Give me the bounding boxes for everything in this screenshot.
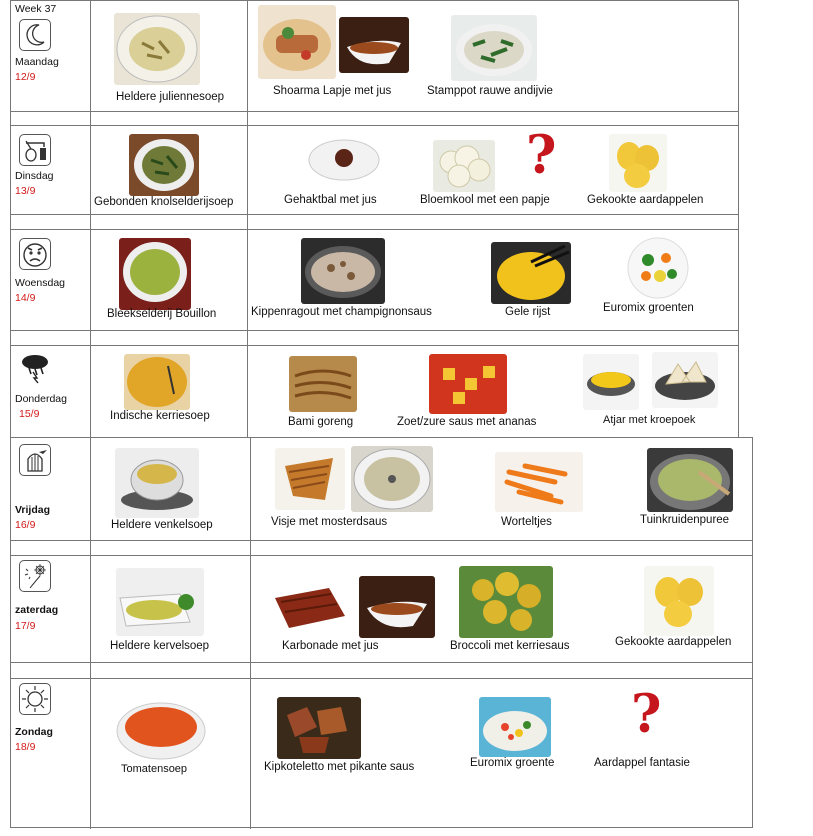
day-name: zaterdag (15, 604, 59, 616)
dish-name: Euromix groenten (603, 302, 694, 314)
dish-name: Aardappel fantasie (594, 757, 690, 769)
dish-name: Broccoli met kerriesaus (450, 640, 570, 652)
day-row-zondag (10, 678, 753, 828)
dish-photo (491, 242, 571, 304)
day-row-dinsdag (10, 125, 739, 230)
whisk-bowl-icon (19, 134, 51, 166)
sauce-photo (351, 446, 433, 512)
dish-photo (459, 566, 553, 638)
dish-name: Karbonade met jus (282, 640, 379, 652)
dish-name: Gekookte aardappelen (587, 194, 704, 206)
dish-photo (275, 448, 345, 510)
soup-name: Gebonden knolselderijsoep (94, 196, 234, 208)
dish-photo (429, 354, 507, 414)
day-date: 16/9 (15, 519, 36, 531)
bird-cage-icon (19, 444, 51, 476)
soup-name: Heldere juliennesoep (116, 91, 225, 103)
dish-photo (495, 452, 583, 512)
dish-photo (609, 134, 667, 192)
soup-photo (124, 354, 190, 410)
day-date: 18/9 (15, 741, 36, 753)
angry-face-icon (19, 238, 51, 270)
dish-photo (301, 238, 385, 304)
gravy-photo (339, 17, 409, 73)
day-date: 14/9 (15, 292, 36, 304)
soup-name: Heldere kervelsoep (110, 640, 210, 652)
dish-photo (269, 580, 349, 636)
week-label: Week 37 (15, 3, 57, 15)
day-row-maandag (10, 0, 739, 126)
moon-icon (19, 19, 51, 51)
day-row-zaterdag (10, 555, 753, 679)
soup-name: Heldere venkelsoep (111, 519, 213, 531)
dish-name: Shoarma Lapje met jus (273, 85, 392, 97)
question-mark-icon: ? (526, 125, 557, 186)
dish-photo (479, 697, 551, 757)
day-date: 13/9 (15, 185, 36, 197)
question-mark-icon: ? (631, 684, 662, 745)
dish-name: Gekookte aardappelen (615, 636, 732, 648)
dish-name: Euromix groente (470, 757, 555, 769)
day-name: Donderdag (15, 393, 67, 405)
dish-photo (647, 448, 733, 512)
day-name: Maandag (15, 56, 59, 68)
dish-name: Stamppot rauwe andijvie (427, 85, 553, 97)
dandelion-icon (19, 560, 51, 592)
dish-name: Kippenragout met champignonsaus (251, 306, 432, 318)
dish-name: Gele rijst (505, 306, 551, 318)
day-row-donderdag (10, 345, 739, 438)
soup-photo (115, 699, 207, 763)
dish-photo (258, 5, 336, 79)
day-date: 15/9 (19, 408, 40, 420)
day-name: Zondag (15, 726, 53, 738)
soup-photo (115, 448, 199, 518)
dish-name: Atjar met kroepoek (603, 414, 696, 426)
soup-name: Bleekselderij Bouillon (107, 308, 217, 320)
dish-name: Worteltjes (501, 516, 552, 528)
day-date: 17/9 (15, 620, 36, 632)
soup-photo (116, 568, 204, 636)
soup-photo (114, 13, 200, 85)
dish-name: Tuinkruidenpuree (640, 514, 730, 526)
dish-photo (626, 236, 690, 300)
day-row-vrijdag (10, 437, 753, 556)
dish-name: Kipkoteletto met pikante saus (264, 761, 415, 773)
dish-photo (652, 352, 718, 408)
sun-icon (19, 683, 51, 715)
soup-photo (129, 134, 199, 196)
day-name: Vrijdag (15, 504, 51, 516)
day-name: Dinsdag (15, 170, 54, 182)
dish-name: Bami goreng (288, 416, 354, 428)
day-name: Woensdag (15, 277, 66, 289)
soup-name: Tomatensoep (121, 763, 188, 775)
gravy-photo (359, 576, 435, 638)
day-date: 12/9 (15, 71, 36, 83)
day-row-woensdag (10, 229, 739, 346)
soup-photo (119, 238, 191, 310)
dish-photo (277, 697, 361, 759)
dish-photo (644, 566, 714, 636)
dish-name: Visje met mosterdsaus (271, 516, 388, 528)
dish-photo (307, 134, 381, 184)
dish-photo (583, 354, 639, 410)
dish-name: Zoet/zure saus met ananas (397, 416, 537, 428)
dish-name: Gehaktbal met jus (284, 194, 377, 206)
soup-name: Indische kerriesoep (110, 410, 210, 422)
storm-cloud-icon (19, 352, 49, 382)
dish-photo (451, 15, 537, 81)
dish-photo (289, 356, 357, 412)
dish-name: Bloemkool met een papje (420, 194, 550, 206)
dish-photo (433, 140, 495, 192)
